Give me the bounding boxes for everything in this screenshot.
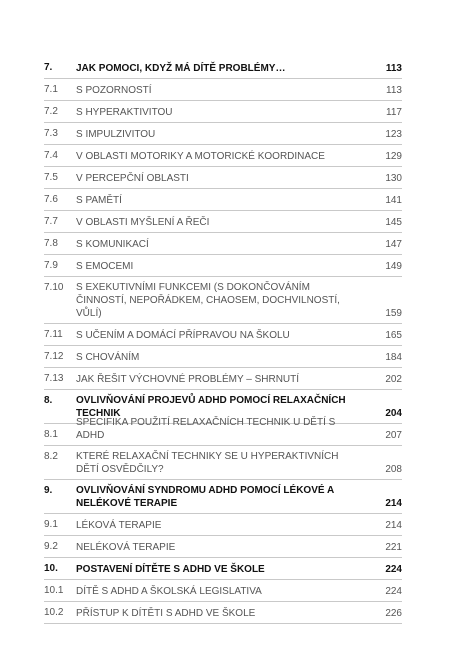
- toc-title: V OBLASTI MOTORIKY A MOTORICKÉ KOORDINACE: [76, 151, 325, 162]
- toc-title: S EXEKUTIVNÍMI FUNKCEMI (S DOKONČOVÁNÍM ČINNOSTÍ, NEPOŘÁDKEM, CHAOSEM, DOCHVILNOSTÍ, VŮLÍ): [76, 282, 340, 319]
- toc-section-row[interactable]: [44, 368, 402, 390]
- toc-page-number: 113: [385, 63, 402, 74]
- toc-page-number: 149: [385, 261, 402, 272]
- toc-number: 7.13: [44, 373, 64, 384]
- toc-title: V OBLASTI MYŠLENÍ A ŘEČI: [76, 217, 210, 228]
- toc-number: 7.12: [44, 351, 64, 362]
- toc-section-row[interactable]: [44, 211, 402, 233]
- toc-chapter-row[interactable]: [44, 558, 402, 580]
- toc-section-row[interactable]: [44, 417, 402, 446]
- toc-number: 7.10: [44, 282, 64, 293]
- toc-title: KTERÉ RELAXAČNÍ TECHNIKY SE U HYPERAKTIVNÍCH DĚTÍ OSVĚDČILY?: [76, 451, 339, 475]
- toc-number: 7.8: [44, 238, 58, 249]
- toc-number: 7.9: [44, 260, 58, 271]
- toc-page-number: 224: [385, 586, 402, 597]
- table-of-contents: [44, 57, 402, 624]
- toc-chapter-row[interactable]: [44, 480, 402, 514]
- toc-page-number: 184: [385, 352, 402, 363]
- toc-number: 7.5: [44, 172, 58, 183]
- toc-page-number: 147: [385, 239, 402, 250]
- toc-number: 7.7: [44, 216, 58, 227]
- toc-section-row[interactable]: [44, 255, 402, 277]
- toc-section-row[interactable]: [44, 79, 402, 101]
- toc-section-row[interactable]: [44, 324, 402, 346]
- toc-section-row[interactable]: [44, 536, 402, 558]
- toc-page-number: 123: [385, 129, 402, 140]
- toc-title: DÍTĚ S ADHD A ŠKOLSKÁ LEGISLATIVA: [76, 586, 262, 597]
- toc-title: S HYPERAKTIVITOU: [76, 107, 173, 118]
- toc-title: S CHOVÁNÍM: [76, 352, 140, 363]
- toc-title: S IMPULZIVITOU: [76, 129, 156, 140]
- toc-title: JAK ŘEŠIT VÝCHOVNÉ PROBLÉMY – SHRNUTÍ: [76, 374, 300, 385]
- toc-page-number: 117: [386, 107, 402, 118]
- toc-title: POSTAVENÍ DÍTĚTE S ADHD VE ŠKOLE: [76, 564, 265, 575]
- toc-title: LÉKOVÁ TERAPIE: [76, 520, 162, 531]
- toc-number: 7.4: [44, 150, 58, 161]
- toc-page-number: 207: [385, 430, 402, 441]
- toc-number: 9.: [44, 485, 53, 496]
- toc-title: S KOMUNIKACÍ: [76, 239, 149, 250]
- toc-section-row[interactable]: [44, 446, 402, 480]
- toc-number: 7.11: [44, 329, 63, 340]
- toc-page-number: 113: [386, 85, 402, 96]
- toc-number: 10.2: [44, 607, 64, 618]
- toc-chapter-row[interactable]: [44, 57, 402, 79]
- toc-section-row[interactable]: [44, 346, 402, 368]
- toc-section-row[interactable]: [44, 580, 402, 602]
- toc-page-number: 165: [385, 330, 402, 341]
- toc-section-row[interactable]: [44, 101, 402, 123]
- toc-section-row[interactable]: [44, 233, 402, 255]
- toc-title: S PAMĚTÍ: [76, 195, 122, 206]
- toc-page-number: 202: [385, 374, 402, 385]
- toc-number: 10.1: [44, 585, 64, 596]
- toc-page-number: 224: [385, 564, 402, 575]
- toc-section-row[interactable]: [44, 189, 402, 211]
- toc-title: V PERCEPČNÍ OBLASTI: [76, 173, 189, 184]
- toc-number: 7.3: [44, 128, 58, 139]
- toc-title: JAK POMOCI, KDYŽ MÁ DÍTĚ PROBLÉMY…: [76, 63, 286, 74]
- toc-page-number: 214: [385, 520, 402, 531]
- toc-number: 10.: [44, 563, 58, 574]
- toc-section-row[interactable]: [44, 167, 402, 189]
- toc-number: 9.2: [44, 541, 58, 552]
- toc-number: 8.1: [44, 429, 58, 440]
- toc-number: 9.1: [44, 519, 58, 530]
- toc-page-number: 145: [385, 217, 402, 228]
- toc-number: 8.2: [44, 451, 58, 462]
- toc-title: S EMOCEMI: [76, 261, 134, 272]
- toc-title: PŘÍSTUP K DÍTĚTI S ADHD VE ŠKOLE: [76, 608, 256, 619]
- toc-section-row[interactable]: [44, 145, 402, 167]
- toc-number: 7.6: [44, 194, 58, 205]
- toc-page-number: 129: [385, 151, 402, 162]
- toc-title: OVLIVŇOVÁNÍ SYNDROMU ADHD POMOCÍ LÉKOVÉ A NELÉKOVÉ TERAPIE: [76, 485, 334, 509]
- toc-title: S UČENÍM A DOMÁCÍ PŘÍPRAVOU NA ŠKOLU: [76, 330, 290, 341]
- toc-number: 7.1: [44, 84, 58, 95]
- toc-page-number: 214: [385, 498, 402, 509]
- toc-section-row[interactable]: [44, 277, 402, 324]
- toc-page-number: 208: [385, 464, 402, 475]
- toc-section-row[interactable]: [44, 514, 402, 536]
- toc-page-number: 226: [385, 608, 402, 619]
- toc-page-number: 204: [385, 408, 402, 419]
- toc-page-number: 130: [385, 173, 402, 184]
- toc-page-number: 141: [385, 195, 402, 206]
- toc-number: 7.2: [44, 106, 58, 117]
- toc-title: S POZORNOSTÍ: [76, 85, 152, 96]
- toc-page-number: 221: [385, 542, 402, 553]
- toc-section-row[interactable]: [44, 602, 402, 624]
- toc-section-row[interactable]: [44, 123, 402, 145]
- toc-page-number: 159: [385, 308, 402, 319]
- toc-title: OVLIVŇOVÁNÍ PROJEVŮ ADHD POMOCÍ RELAXAČNÍCH TECHNIK: [76, 395, 346, 419]
- toc-title: SPECIFIKA POUŽITÍ RELAXAČNÍCH TECHNIK U DĚTÍ S ADHD: [76, 417, 336, 441]
- toc-title: NELÉKOVÁ TERAPIE: [76, 542, 176, 553]
- toc-number: 7.: [44, 62, 53, 73]
- toc-number: 8.: [44, 395, 53, 406]
